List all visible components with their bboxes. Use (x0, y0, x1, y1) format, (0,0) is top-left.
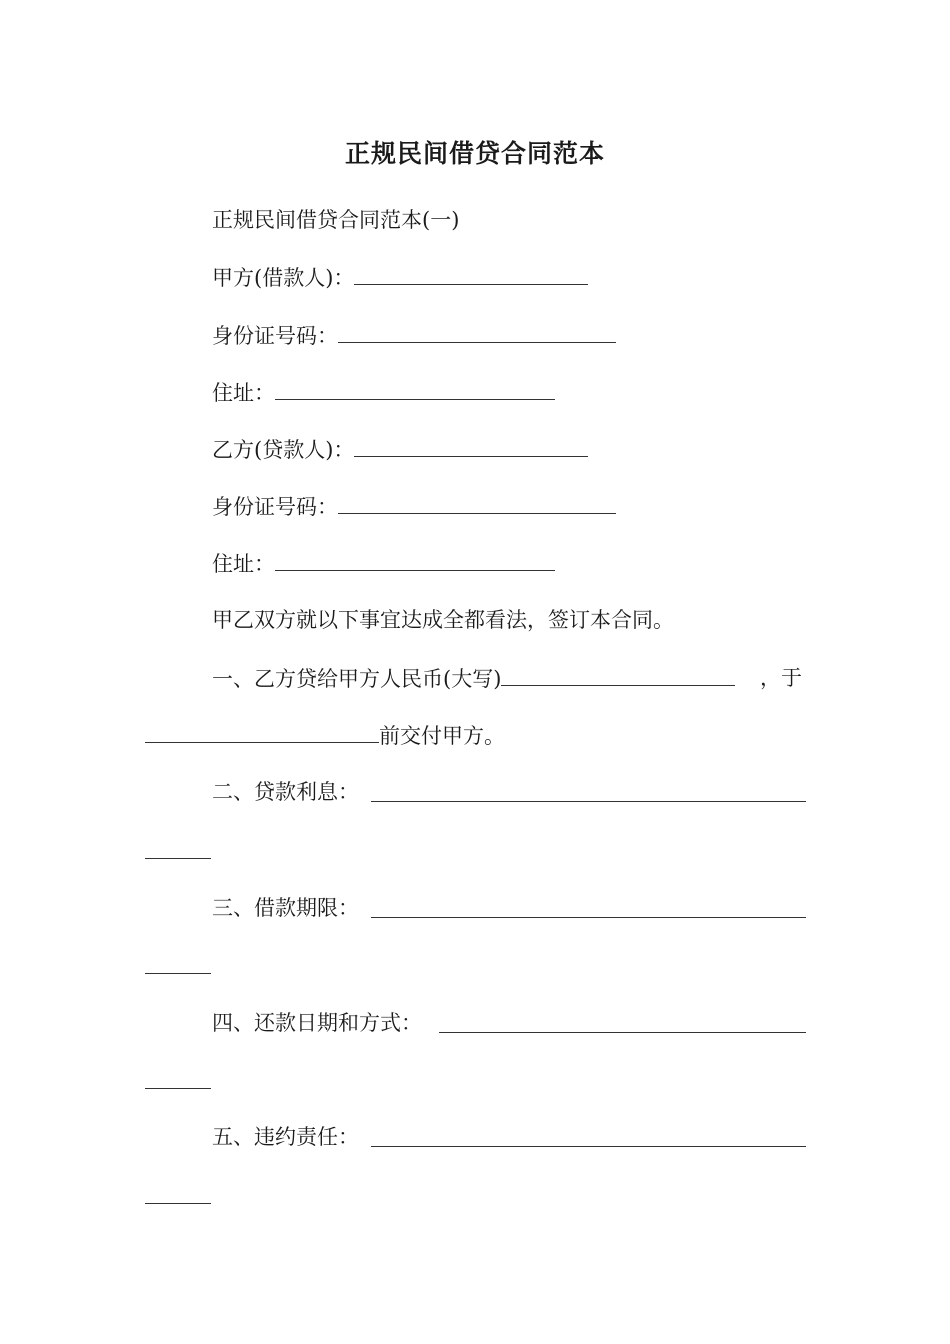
party-a-label: 甲方(借款人)： (212, 266, 355, 290)
party-a-id-field[interactable] (338, 320, 616, 343)
party-a-name-field[interactable] (354, 262, 588, 285)
clause-3-field-tail[interactable] (145, 973, 211, 974)
clause-2-field-tail[interactable] (145, 858, 211, 859)
clause-1-row (212, 663, 735, 694)
party-a-address-field[interactable] (275, 377, 555, 400)
clause-3-label: 三、借款期限： (212, 896, 359, 920)
clause-1-cont-text: 前交付甲方。 (379, 724, 505, 748)
party-a-address-label: 住址： (212, 381, 275, 405)
party-a-address-row (212, 377, 555, 408)
party-b-name-field[interactable] (354, 434, 588, 457)
clause-4-field-tail[interactable] (145, 1088, 211, 1089)
clause-4-field[interactable] (439, 1032, 806, 1033)
party-a-id-label: 身份证号码： (212, 324, 338, 348)
clause-2-label: 二、贷款利息： (212, 780, 359, 804)
document-subtitle: 正规民间借贷合同范本(一) (212, 208, 460, 232)
party-b-row (212, 434, 588, 465)
clause-5-field[interactable] (371, 1146, 806, 1147)
clause-2-field[interactable] (371, 801, 806, 802)
clause-1-amount-field[interactable] (501, 663, 735, 686)
clause-5-label: 五、违约责任： (212, 1125, 359, 1149)
clause-3-field[interactable] (371, 917, 806, 918)
clause-4-label: 四、还款日期和方式： (212, 1011, 422, 1035)
clause-1-comma-yu: ，于 (760, 666, 802, 690)
party-b-address-row (212, 548, 555, 579)
party-b-id-field[interactable] (338, 491, 616, 514)
party-b-address-label: 住址： (212, 552, 275, 576)
clause-5-field-tail[interactable] (145, 1203, 211, 1204)
clause-1-cont-row (145, 720, 505, 751)
party-a-id-row (212, 320, 616, 351)
party-b-id-row (212, 491, 616, 522)
party-b-label: 乙方(贷款人)： (212, 438, 355, 462)
party-b-address-field[interactable] (275, 548, 555, 571)
agreement-text: 甲乙双方就以下事宜达成全都看法，签订本合同。 (212, 608, 674, 632)
document-title: 正规民间借贷合同范本 (344, 139, 605, 168)
clause-1-date-field[interactable] (145, 720, 379, 743)
party-b-id-label: 身份证号码： (212, 495, 338, 519)
clause-1-text: 一、乙方贷给甲方人民币(大写) (212, 667, 502, 691)
party-a-row (212, 262, 588, 293)
